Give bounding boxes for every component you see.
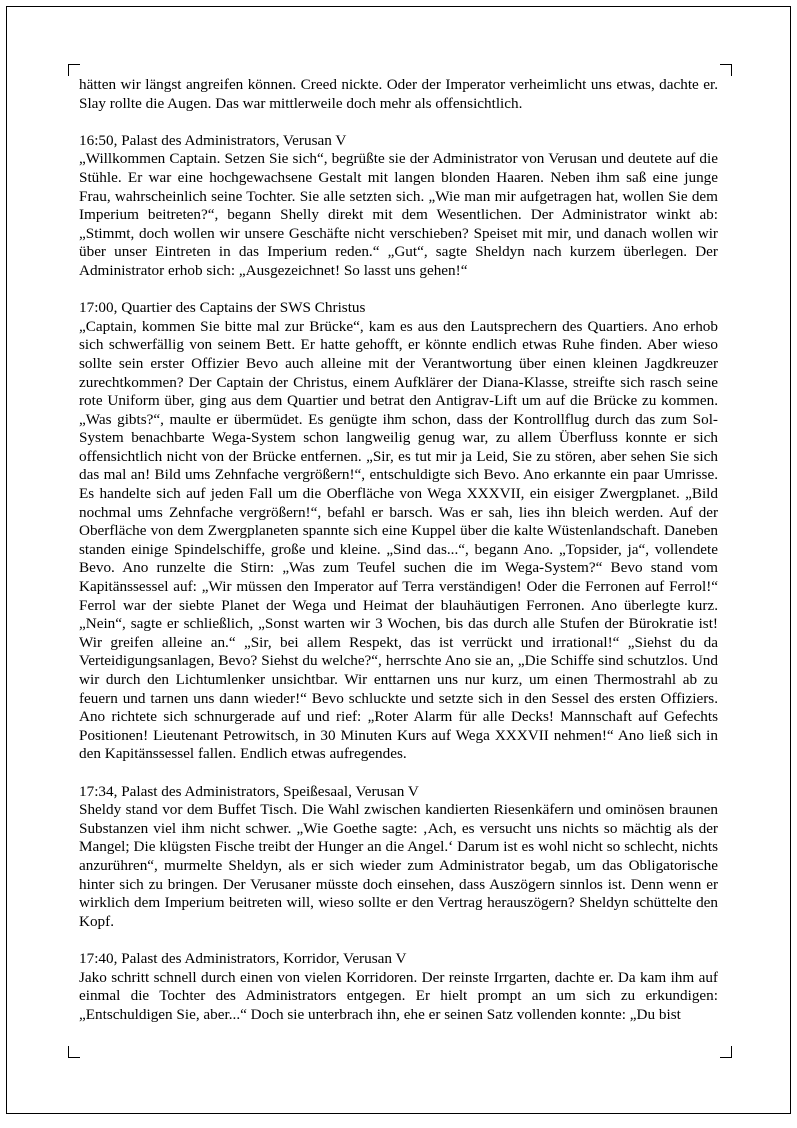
paragraph-body: „Captain, kommen Sie bitte mal zur Brücke“, kam es aus den Lautsprechern des Quartiers. Ano erhob sich schwerfällig von seinem Bett. Er hatte gehofft, er könnte endlich etwas Ruhe finden. Aber wieso sollte sein erster Offizier Bevo auch alleine mit der Verantwortung über einen kleinen Jagdkreuzer zurechtkommen? Der Captain der Christus, einem Aufklärer der Diana-Klasse, streifte sich rasch seine rote Uniform über, ging aus dem Quartier und betrat den Antigrav-Lift um auf die Brücke zu kommen. „Was gibts?“, maulte er übermüdet. Es genügte ihm schon, dass der Kontrollflug durch das zum Sol-System benachbarte Wega-System schon langweilig genug war, zu allem Überfluss konnte er sich offensichtlich nicht von der Brücke entfernen. „Sir, es tut mir ja Leid, Sie zu stören, aber sehen Sie sich das mal an! Bild ums Zehnfache vergrößern!“, entschuldigte sich Bevo. Ano erkannte ein paar Umrisse. Es handelte sich auf jeden Fall um die Oberfläche von Wega XXXVII, ein eisiger Zwergplanet. „Bild nochmal ums Zehnfache vergrößern!“, befahl er barsch. Was er sah, lies ihn bleich werden. Auf der Oberfläche von dem Zwergplaneten spannte sich eine Kuppel über die kalte Wüstenlandschaft. Daneben standen einige Spindelschiffe, große und kleine. „Sind das...“, begann Ano. „Topsider, ja“, vollendete Bevo. Ano runzelte die Stirn: „Was zum Teufel suchen die im Wega-System?“ Bevo stand vom Kapitänssessel auf: „Wir müssen den Imperator auf Terra verständigen! Oder die Ferronen auf Ferrol!“ Ferrol war der siebte Planet der Wega und Heimat der blauhäutigen Ferronen. Ano überlegte kurz. „Nein“, sagte er schließlich, „Sonst warten wir 3 Wochen, bis das durch alle Stufen der Bürokratie ist! Wir greifen alleine an.“ „Sir, bei allem Respekt, das ist verrückt und irrational!“ „Siehst du da Verteidigungsanlagen, Bevo? Siehst du welche?“, herrschte Ano sie an, „Die Schiffe sind schutzlos. Und wir durch den Lichtumlenker unsichtbar. Wir enttarnen uns nur kurz, um einen Thermostrahl ab zu feuern und tarnen uns dann wieder!“ Bevo schluckte und setzte sich in den Sessel des ersten Offiziers. Ano richtete sich schnurgerade auf und rief: „Roter Alarm für alle Decks! Mannschaft auf Gefechts Positionen! Lieutenant Petrowitsch, in 30 Minuten Kurs auf Wega XXXVII nehmen!“ Ano ließ sich in den Kapitänssessel fallen. Endlich etwas aufregendes.: [79, 317, 718, 763]
paragraph-heading: 17:34, Palast des Administrators, Speißesaal, Verusan V: [79, 782, 419, 800]
paragraph-heading: 16:50, Palast des Administrators, Verusan V: [79, 131, 347, 149]
crop-mark-top-right: [720, 64, 732, 76]
text-column: [79, 76, 718, 1024]
paragraph-body: Sheldy stand vor dem Buffet Tisch. Die Wahl zwischen kandierten Riesenkäfern und ominösen braunen Substanzen viel ihm nicht schwer. „Wie Goethe sagte: ‚Ach, es versucht uns nichts so mächtig als der Mangel; Die klügsten Fische treibt der Hunger an die Angel.‘ Darum ist es wohl nicht so schlecht, nichts anzurühren“, murmelte Sheldyn, als er sich wieder zum Administrator begab, um das Obligatorische hinter sich zu bringen. Der Verusaner müsste doch einsehen, dass Auszögern sinnlos ist. Denn wenn er wirklich dem Imperium beitreten will, wieso sollte er den Vertrag herauszögern? Sheldyn schüttelte den Kopf.: [79, 801, 718, 930]
paragraph-body: hätten wir längst angreifen können. Creed nickte. Oder der Imperator verheimlicht uns etwas, dachte er. Slay rollte die Augen. Das war mittlerweile doch mehr als offensichtlich.: [79, 76, 718, 112]
paragraph: [79, 76, 718, 113]
paragraph: [79, 950, 718, 1024]
paragraph-heading: 17:40, Palast des Administrators, Korridor, Verusan V: [79, 949, 407, 967]
paragraph-body: „Willkommen Captain. Setzen Sie sich“, begrüßte sie der Administrator von Verusan und deutete auf die Stühle. Er war eine hochgewachsene Gestalt mit langen blonden Haaren. Neben ihm saß eine junge Frau, wahrscheinlich seine Tochter. Sie alle setzten sich. „Wie man mir aufgetragen hat, wollen Sie dem Imperium beitreten?“, begann Shelly direkt mit dem Wesentlichen. Der Administrator winkt ab: „Stimmt, doch wollen wir unsere Geschäfte nicht verschieben? Speiset mit mir, und danach wollen wir über unser Eintreten in das Imperium reden.“ „Gut“, sagte Sheldyn nach kurzem überlegen. Der Administrator erhob sich: „Ausgezeichnet! So lasst uns gehen!“: [79, 150, 718, 279]
paragraph-body: Jako schritt schnell durch einen von vielen Korridoren. Der reinste Irrgarten, dachte er. Da kam ihm auf einmal die Tochter des Administrators entgegen. Er hielt prompt an um sich zu erkundigen: „Entschuldigen Sie, aber...“ Doch sie unterbrach ihn, ehe er seinen Satz vollenden konnte: „Du bist: [79, 968, 718, 1023]
paragraph: [79, 132, 718, 281]
crop-mark-bottom-right: [720, 1046, 732, 1058]
crop-mark-top-left: [68, 64, 80, 76]
crop-mark-bottom-left: [68, 1046, 80, 1058]
paragraph-heading: 17:00, Quartier des Captains der SWS Christus: [79, 299, 366, 317]
paragraph: [79, 783, 718, 932]
paragraph: [79, 299, 718, 764]
